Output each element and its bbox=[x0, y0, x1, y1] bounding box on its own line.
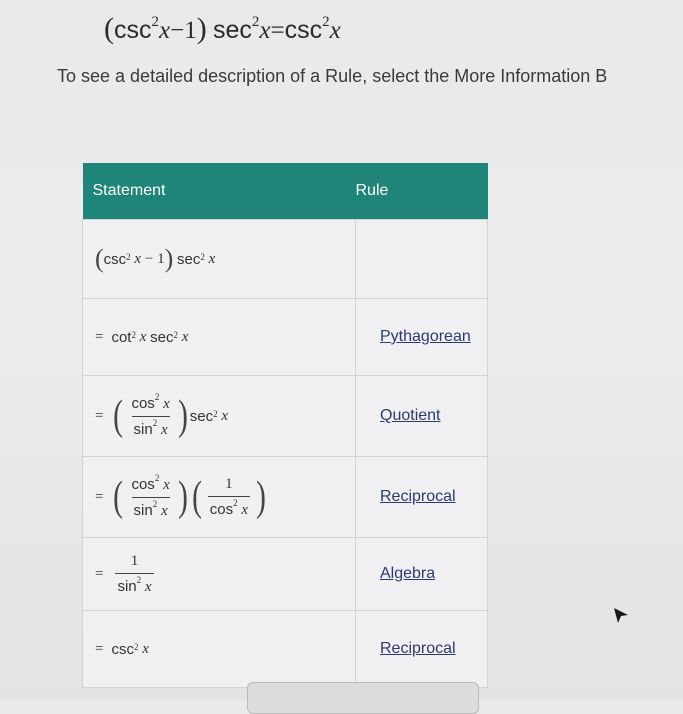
table-header-row bbox=[83, 163, 488, 220]
rule-cell bbox=[356, 376, 488, 457]
fraction: $\frac{1}{\sin^2 x}$ bbox=[117, 552, 152, 595]
table-row bbox=[83, 538, 488, 611]
rule-cell bbox=[356, 538, 488, 611]
rule-link-quotient[interactable]: Quotient bbox=[380, 407, 441, 424]
equals-sign: = bbox=[270, 17, 285, 44]
rule-link-algebra[interactable]: Algebra bbox=[380, 565, 436, 582]
rule-header: Rule bbox=[356, 163, 488, 220]
sec-func: sec bbox=[212, 16, 252, 44]
statement-cell bbox=[83, 220, 356, 299]
bottom-button[interactable] bbox=[247, 682, 479, 714]
statement-cell bbox=[83, 457, 356, 538]
statement-expression: = $\frac{1}{\sin^2 x}$ bbox=[95, 552, 152, 595]
statement-cell bbox=[83, 538, 356, 611]
problem-equation: $(\csc^2x-1)$ $\sec^2x=\csc^2x$ bbox=[104, 12, 341, 45]
rule-link-reciprocal[interactable]: Reciprocal bbox=[380, 640, 456, 657]
variable: x bbox=[259, 17, 271, 44]
rule-cell bbox=[356, 457, 488, 538]
statement-cell bbox=[83, 611, 356, 688]
proof-table bbox=[82, 163, 488, 688]
instruction-text: To see a detailed description of a Rule, select the More Information B bbox=[57, 66, 608, 86]
table-row bbox=[83, 299, 488, 376]
minus-one: −1 bbox=[170, 17, 197, 44]
variable: x bbox=[329, 17, 341, 44]
statement-expression: = ( $\frac{\cos^2 x}{\sin^2 x}$ ) ( $\frac{1}{\cos^2 x}$ ) bbox=[95, 472, 266, 520]
rule-cell bbox=[356, 611, 488, 688]
fraction: $\frac{\cos^2 x}{\sin^2 x}$ bbox=[131, 472, 170, 519]
statement-expression: = cot $^2$ x sec $^2$ x bbox=[95, 328, 189, 346]
mouse-cursor-icon bbox=[612, 606, 630, 628]
exponent: 2 bbox=[251, 13, 260, 30]
table-row bbox=[83, 457, 488, 538]
rule-cell bbox=[356, 299, 488, 376]
variable: x bbox=[159, 17, 171, 44]
table-row bbox=[83, 220, 488, 299]
rule-cell bbox=[356, 220, 488, 299]
rule-link-pythagorean[interactable]: Pythagorean bbox=[380, 328, 471, 345]
statement-expression: ( csc $^2$ x − 1 ) sec $^2$ x bbox=[95, 244, 216, 273]
statement-cell bbox=[83, 376, 356, 457]
statement-expression: = csc $^2$ x bbox=[95, 640, 149, 658]
statement-cell bbox=[83, 299, 356, 376]
fraction: $\frac{1}{\cos^2 x}$ bbox=[209, 475, 248, 518]
exponent: 2 bbox=[151, 13, 159, 30]
table-row bbox=[83, 376, 488, 457]
statement-expression: = ( $\frac{\cos^2 x}{\sin^2 x}$ ) sec $^2$ x bbox=[95, 391, 228, 439]
statement-header: Statement bbox=[83, 163, 356, 220]
csc-func: csc bbox=[114, 16, 152, 44]
rule-link-reciprocal[interactable]: Reciprocal bbox=[380, 488, 456, 505]
fraction: $\frac{\cos^2 x}{\sin^2 x}$ bbox=[131, 391, 170, 438]
table-row bbox=[83, 611, 488, 688]
exponent: 2 bbox=[322, 13, 330, 30]
csc-func: csc bbox=[284, 16, 323, 44]
